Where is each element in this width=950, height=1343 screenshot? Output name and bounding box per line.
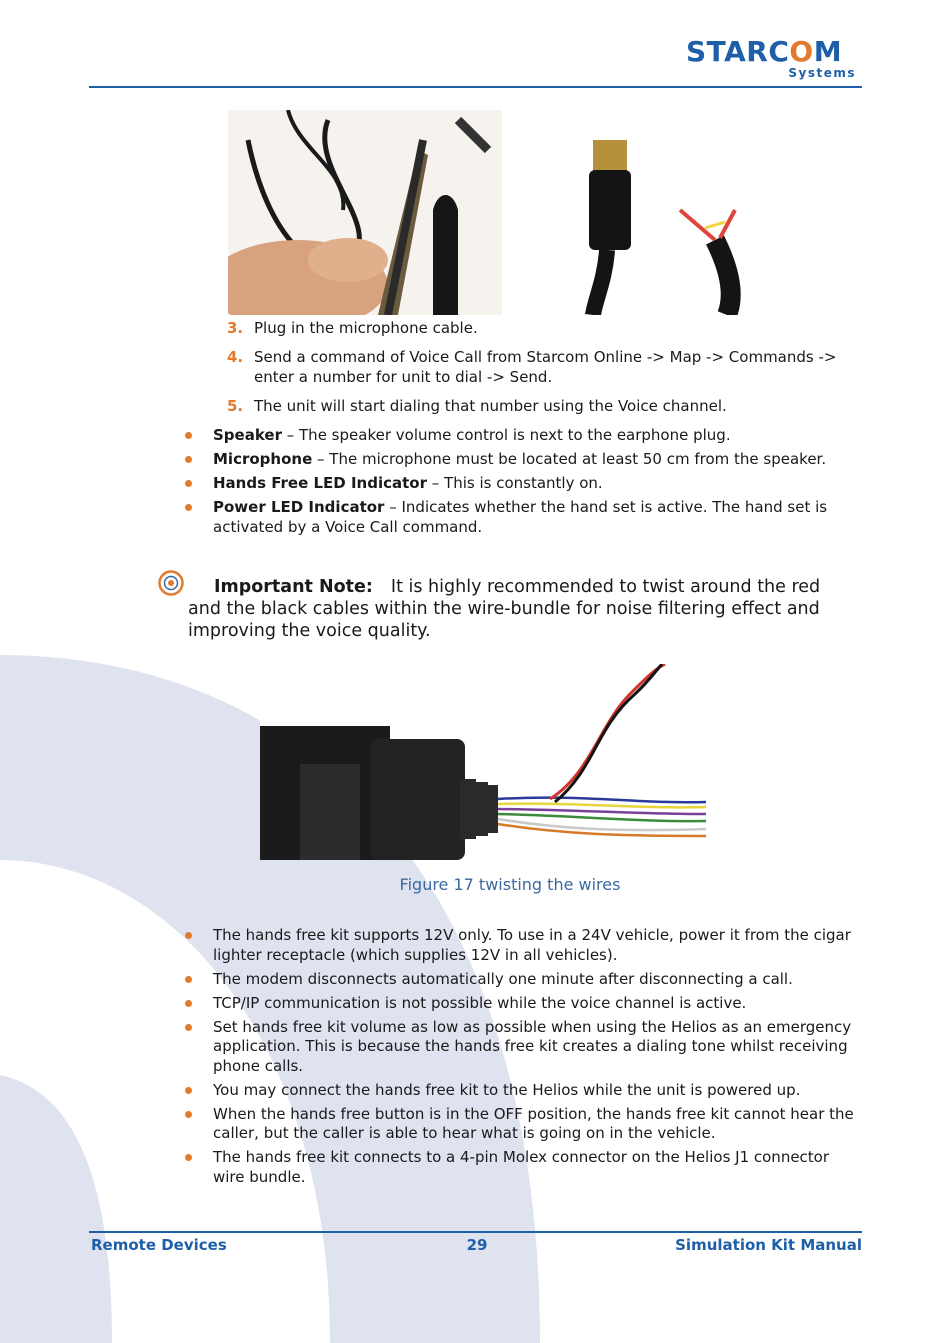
note-item: Set hands free kit volume as low as possible when using the Helios as an emergency application. This is because the hands free kit creates a dialing tone whilst receiving phone calls. xyxy=(183,1018,863,1077)
note-item: The hands free kit supports 12V only. To use in a 24V vehicle, power it from the cigar lighter receptacle (which supplies 12V in all vehicles). xyxy=(183,926,863,965)
bullet-dot xyxy=(185,480,192,487)
step-item: 4. Send a command of Voice Call from Starcom Online -> Map -> Commands -> enter a number for unit to dial -> Send. xyxy=(227,348,837,386)
bullet-dot xyxy=(185,1154,192,1161)
footer-section: Remote Devices xyxy=(91,1236,227,1254)
component-item: Hands Free LED Indicator – This is constantly on. xyxy=(183,474,863,494)
header-rule xyxy=(89,86,862,88)
bullet-dot xyxy=(185,504,192,511)
component-item: Speaker – The speaker volume control is next to the earphone plug. xyxy=(183,426,863,446)
bullet-dot xyxy=(185,1087,192,1094)
component-item: Microphone – The microphone must be located at least 50 cm from the speaker. xyxy=(183,450,863,470)
note-item: When the hands free button is in the OFF position, the hands free kit cannot hear the caller, but the caller is able to hear what is going on in the vehicle. xyxy=(183,1105,863,1144)
bullet-dot xyxy=(185,1024,192,1031)
important-note xyxy=(188,576,848,642)
notes-list xyxy=(183,926,863,1192)
figure-twisted-wires xyxy=(260,664,706,860)
photo-plug-and-wires xyxy=(555,110,755,315)
note-item: The modem disconnects automatically one minute after disconnecting a call. xyxy=(183,970,863,990)
photo-cutting-cable xyxy=(228,110,502,315)
note-text: It is highly recommended to twist around the red and the black cables within the wire-bundle for noise filtering effect and improving the voice quality. xyxy=(188,577,821,641)
page-number: 29 xyxy=(466,1236,488,1254)
note-item: The hands free kit connects to a 4-pin Molex connector on the Helios J1 connector wire bundle. xyxy=(183,1148,863,1187)
figure-caption: Figure 17 twisting the wires xyxy=(399,875,621,894)
bullet-dot xyxy=(185,932,192,939)
important-note-icon xyxy=(158,570,184,596)
logo-wordmark xyxy=(686,36,842,68)
starcom-logo xyxy=(686,36,858,82)
step-item: 5. The unit will start dialing that number using the Voice channel. xyxy=(227,397,727,415)
bullet-dot xyxy=(185,432,192,439)
note-item: TCP/IP communication is not possible while the voice channel is active. xyxy=(183,994,863,1014)
footer-rule xyxy=(89,1231,862,1233)
footer-manual-title: Simulation Kit Manual xyxy=(675,1236,862,1254)
note-label: Important Note: xyxy=(214,577,373,597)
bullet-dot xyxy=(185,1111,192,1118)
bullet-dot xyxy=(185,1000,192,1007)
bullet-dot xyxy=(185,456,192,463)
logo-text: STARCOM xyxy=(686,35,843,68)
step-item: 3. Plug in the microphone cable. xyxy=(227,319,478,337)
logo-subtitle: Systems xyxy=(788,66,856,80)
bullet-dot xyxy=(185,976,192,983)
component-item: Power LED Indicator – Indicates whether the hand set is active. The hand set is activated by a Voice Call command. xyxy=(183,498,863,537)
components-list xyxy=(183,426,863,542)
note-item: You may connect the hands free kit to the Helios while the unit is powered up. xyxy=(183,1081,863,1101)
steps-list xyxy=(227,318,867,425)
